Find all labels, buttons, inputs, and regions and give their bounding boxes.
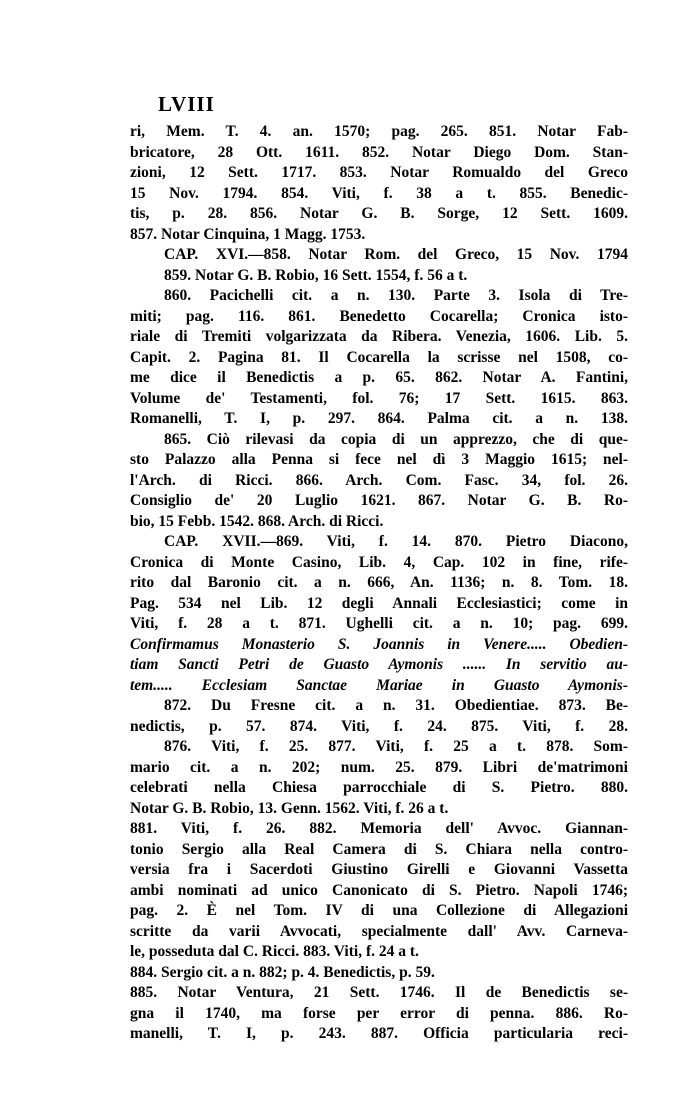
text-line: sto Palazzo alla Penna si fece nel dì 3 Maggio 1615; nel- [130, 451, 628, 468]
text-line: Viti, f. 28 a t. 871. Ughelli cit. a n. 10; pag. 699. [130, 615, 628, 632]
text-line: ri, Mem. T. 4. an. 1570; pag. 265. 851. Notar Fab- [130, 123, 628, 140]
text-line: Consiglio de' 20 Luglio 1621. 867. Notar G. B. Ro- [130, 492, 628, 509]
text-line: 884. Sergio cit. a n. 882; p. 4. Benedictis, p. 59. [130, 963, 435, 981]
text-line: 876. Viti, f. 25. 877. Viti, f. 25 a t. 878. Som- [164, 738, 628, 755]
text-line: bricatore, 28 Ott. 1611. 852. Notar Diego Dom. Stan- [130, 143, 628, 161]
text-line: tonio Sergio alla Real Camera di S. Chiara nella contro- [130, 840, 628, 858]
text-line: Cronica di Monte Casino, Lib. 4, Cap. 102 in fine, rife- [130, 553, 628, 571]
text-line: le, posseduta dal C. Ricci. 883. Viti, f. 24 a t. [130, 943, 419, 960]
text-line: 15 Nov. 1794. 854. Viti, f. 38 a t. 855. Benedic- [130, 184, 628, 202]
text-line: gna il 1740, ma forse per error di penna. 886. Ro- [130, 1004, 628, 1022]
text-line: 885. Notar Ventura, 21 Sett. 1746. Il de Benedictis se- [130, 984, 628, 1001]
text-line: miti; pag. 116. 861. Benedetto Cocarella; Cronica isto- [130, 307, 628, 325]
text-line: tem..... Ecclesiam Sanctae Mariae in Guasto Aymonis- [130, 676, 628, 694]
text-line: scritte da varii Avvocati, specialmente dall' Avv. Carneva- [130, 922, 628, 940]
text-line: riale di Tremiti volgarizzata da Ribera. Venezia, 1606. Lib. 5. [130, 328, 628, 345]
text-line: CAP. XVI.—858. Notar Rom. del Greco, 15 Nov. 1794 [164, 246, 628, 263]
text-line: me dice il Benedictis a p. 65. 862. Notar A. Fantini, [130, 369, 628, 386]
text-line: 872. Du Fresne cit. a n. 31. Obedientiae. 873. Be- [164, 697, 628, 714]
page-number: LVIII [158, 92, 215, 116]
text-line: Romanelli, T. I, p. 297. 864. Palma cit. a n. 138. [130, 410, 628, 427]
text-line: versia fra i Sacerdoti Giustino Girelli e Giovanni Vassetta [130, 861, 628, 878]
text-line: zioni, 12 Sett. 1717. 853. Notar Romualdo del Greco [130, 164, 628, 181]
text-line: pag. 2. È nel Tom. IV di una Collezione di Allegazioni [130, 902, 628, 919]
text-line: 857. Notar Cinquina, 1 Magg. 1753. [130, 225, 366, 243]
text-line: Confirmamus Monasterio S. Joannis in Venere..... Obedien- [130, 635, 628, 653]
text-line: manelli, T. I, p. 243. 887. Officia particularia reci- [130, 1025, 628, 1042]
text-line: 865. Ciò rilevasi da copia di un apprezzo, che di que- [164, 430, 628, 448]
text-line: CAP. XVII.—869. Viti, f. 14. 870. Pietro Diacono, [164, 533, 628, 550]
text-line: Pag. 534 nel Lib. 12 degli Annali Ecclesiastici; come in [130, 594, 628, 612]
text-line: Volume de' Testamenti, fol. 76; 17 Sett. 1615. 863. [130, 389, 628, 407]
text-line: mario cit. a n. 202; num. 25. 879. Libri de'matrimoni [130, 758, 628, 776]
text-line: l'Arch. di Ricci. 866. Arch. Com. Fasc. 34, fol. 26. [130, 471, 628, 489]
footnotes-text [130, 122, 628, 1045]
text-line: rito dal Baronio cit. a n. 666, An. 1136; n. 8. Tom. 18. [130, 574, 628, 591]
text-line: 859. Notar G. B. Robio, 16 Sett. 1554, f. 56 a t. [164, 266, 468, 284]
text-line: 881. Viti, f. 26. 882. Memoria dell' Avvoc. Giannan- [130, 820, 628, 837]
text-line: tis, p. 28. 856. Notar G. B. Sorge, 12 Sett. 1609. [130, 205, 628, 222]
text-line: tiam Sancti Petri de Guasto Aymonis ...... In servitio au- [130, 656, 628, 673]
text-line: 860. Pacichelli cit. a n. 130. Parte 3. Isola di Tre- [164, 287, 628, 304]
text-line: nedictis, p. 57. 874. Viti, f. 24. 875. Viti, f. 28. [130, 717, 628, 735]
text-line: ambi nominati ad unico Canonicato di S. Pietro. Napoli 1746; [130, 881, 628, 899]
text-line: Notar G. B. Robio, 13. Genn. 1562. Viti, f. 26 a t. [130, 799, 449, 817]
text-line: Capit. 2. Pagina 81. Il Cocarella la scrisse nel 1508, co- [130, 348, 628, 366]
text-line: bio, 15 Febb. 1542. 868. Arch. di Ricci. [130, 512, 384, 530]
text-line: celebrati nella Chiesa parrocchiale di S. Pietro. 880. [130, 779, 628, 796]
